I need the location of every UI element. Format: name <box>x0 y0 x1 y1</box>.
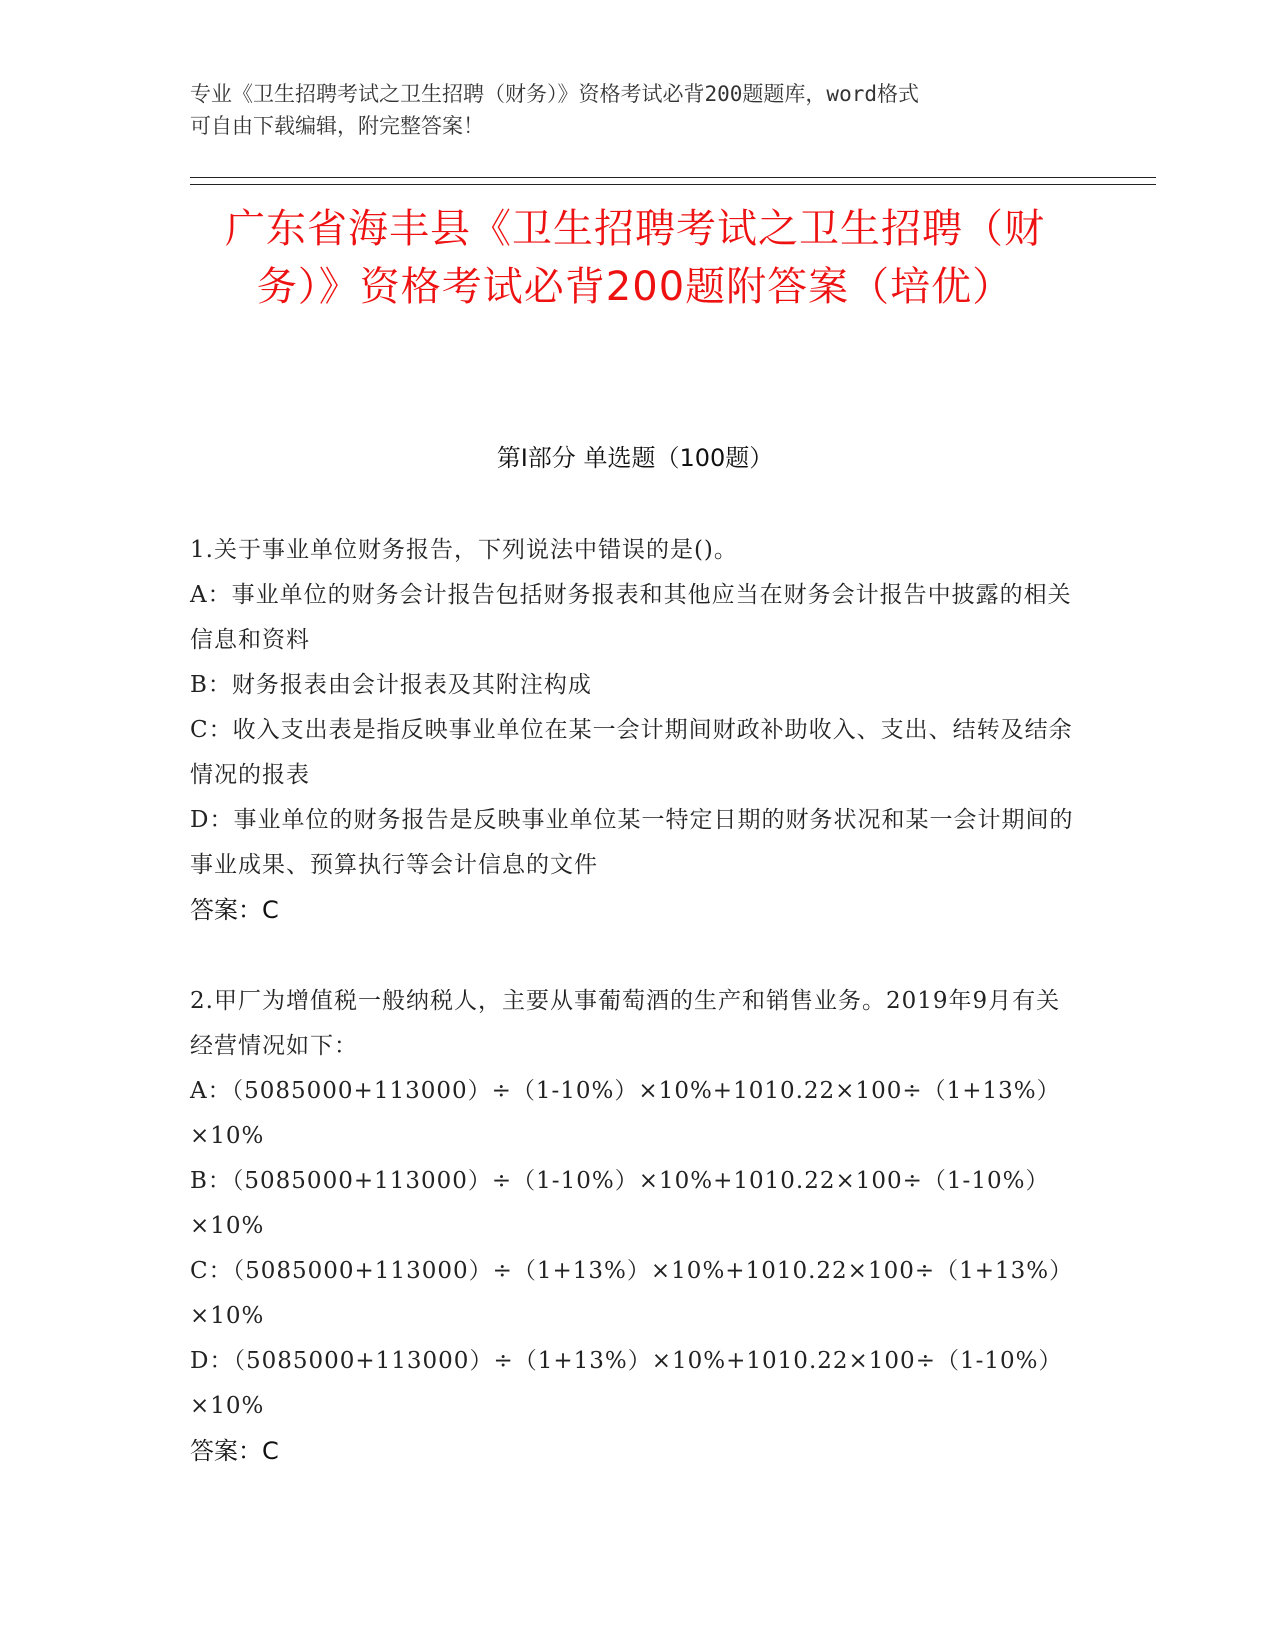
header-note-line-2: 可自由下载编辑，附完整答案！ <box>190 114 484 138</box>
option-d: D：事业单位的财务报告是反映事业单位某一特定日期的财务状况和某一会计期间的事业成果、预算执行等会计信息的文件 <box>190 807 1074 878</box>
option-b: B：（5085000+113000）÷（1-10%）×10%+1010.22×100÷（1-10%）×10% <box>190 1168 1050 1239</box>
option-a: A：（5085000+113000）÷（1-10%）×10%+1010.22×100÷（1+13%）×10% <box>190 1078 1061 1149</box>
option-b: B：财务报表由会计报表及其附注构成 <box>190 672 592 698</box>
header-note <box>190 78 1070 142</box>
option-a: A：事业单位的财务会计报告包括财务报表和其他应当在财务会计报告中披露的相关信息和资料 <box>190 582 1072 653</box>
section-heading: 第I部分 单选题（100题） <box>496 444 774 472</box>
header-note-line-1: 专业《卫生招聘考试之卫生招聘（财务）》资格考试必背200题题库，word格式 <box>190 82 919 106</box>
question-stem: 1.关于事业单位财务报告，下列说法中错误的是()。 <box>190 537 738 563</box>
answer-line: 答案：C <box>190 1437 279 1465</box>
question-2 <box>190 979 1080 1474</box>
document-title: 广东省海丰县《卫生招聘考试之卫生招聘（财务）》资格考试必背200题附答案（培优） <box>225 206 1045 310</box>
answer-line: 答案：C <box>190 896 279 924</box>
option-d: D：（5085000+113000）÷（1+13%）×10%+1010.22×100÷（1-10%）×10% <box>190 1348 1063 1419</box>
question-stem: 2.甲厂为增值税一般纳税人，主要从事葡萄酒的生产和销售业务。2019年9月有关经营情况如下： <box>190 988 1061 1059</box>
option-c: C：（5085000+113000）÷（1+13%）×10%+1010.22×100÷（1+13%）×10% <box>190 1258 1074 1329</box>
question-list <box>190 528 1080 1520</box>
header-divider-top <box>190 177 1156 178</box>
header-divider-bottom <box>190 184 1156 185</box>
option-c: C：收入支出表是指反映事业单位在某一会计期间财政补助收入、支出、结转及结余情况的报表 <box>190 717 1073 788</box>
question-1 <box>190 528 1080 933</box>
